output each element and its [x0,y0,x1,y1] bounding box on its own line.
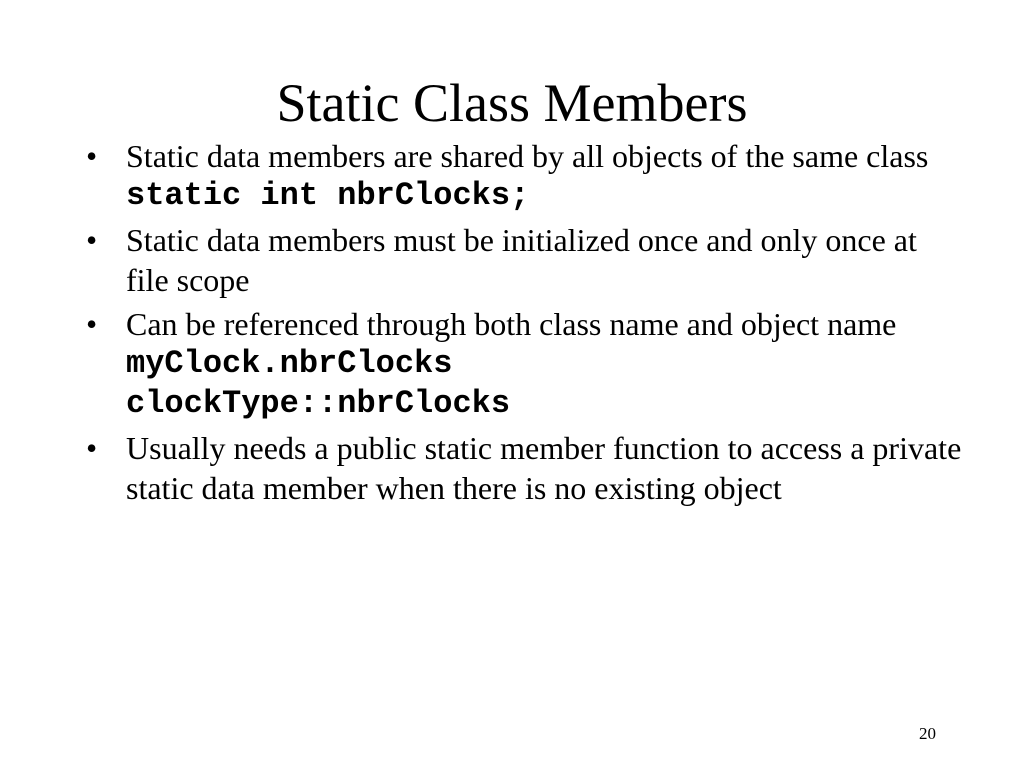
bullet-item-initialization [82,220,962,300]
code-static-declaration: static int nbrClocks; [126,177,530,214]
slide-title: Static Class Members [276,73,748,134]
bullet-text: Static data members must be initialized once and only once at file scope [126,222,917,298]
bullet-item-shared [82,136,962,216]
bullet-list [82,136,962,512]
page-number: 20 [919,724,936,743]
bullet-item-static-function [82,428,962,508]
bullet-icon: • [86,306,98,342]
bullet-text: Can be referenced through both class name and object name [126,306,897,342]
bullet-icon: • [86,222,98,258]
bullet-item-reference [82,304,962,424]
bullet-text: Static data members are shared by all objects of the same class [126,138,929,174]
code-class-reference: clockType::nbrClocks [126,385,511,422]
bullet-icon: • [86,138,98,174]
code-object-reference: myClock.nbrClocks [126,345,453,382]
bullet-icon: • [86,430,98,466]
bullet-text: Usually needs a public static member function to access a private static data member when there is no existing object [126,430,962,506]
